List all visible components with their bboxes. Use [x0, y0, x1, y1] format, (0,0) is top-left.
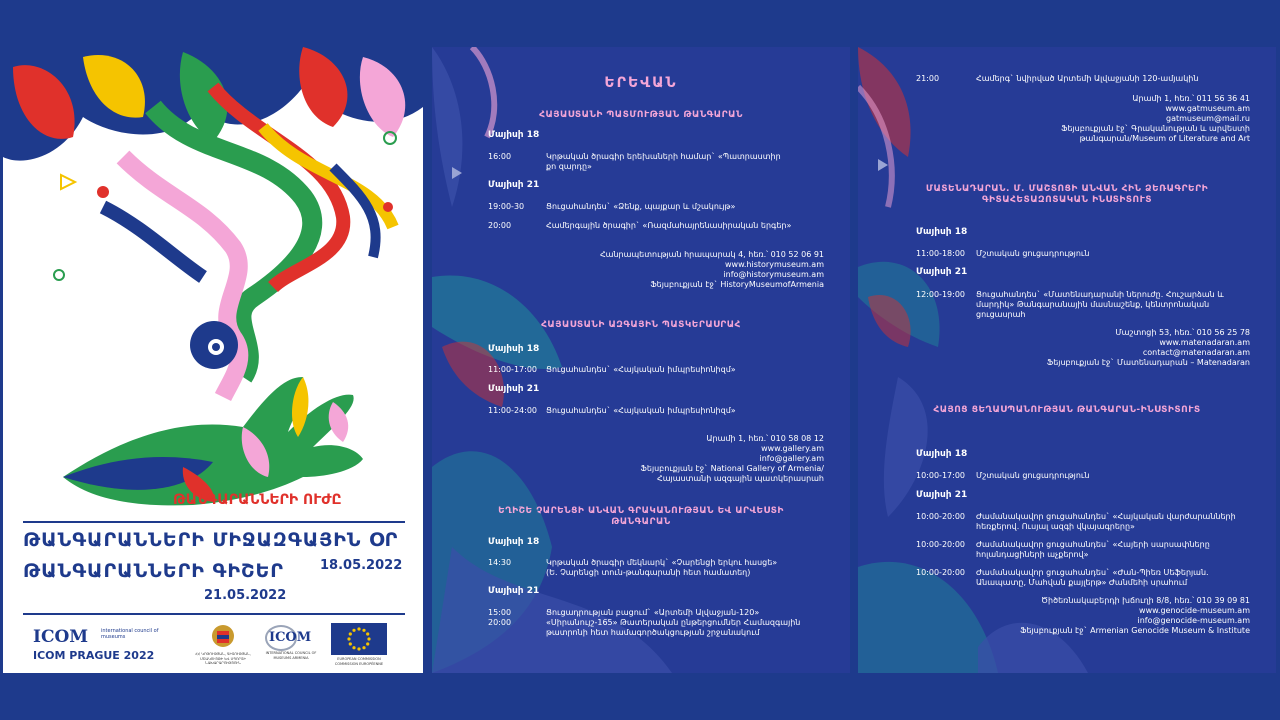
museum-email[interactable]: gatmuseum@mail.ru [1166, 114, 1250, 123]
icom-wordmark: ICOM [33, 627, 89, 647]
museum-facebook-2: Հայաստանի ազգային պատկերասրահ [657, 474, 824, 483]
event-description-line2: թատրոնի հետ համագործակցության շրջանակում [546, 628, 760, 637]
dot-shape [97, 186, 109, 198]
museum-facebook: Ֆեյսբուքյան էջ` Armenian Genocide Museum & Institute [1020, 626, 1250, 635]
event-date: Մայիսի 21 [488, 180, 540, 190]
event-description: Համերգ` նվիրված Արտեմի Ալվաջյանի 120-ամյակին [976, 74, 1199, 83]
event-date: Մայիսի 18 [916, 227, 968, 237]
poster-panel [3, 47, 423, 673]
event-time: 15:00 [488, 608, 512, 617]
museum-website[interactable]: www.genocide-museum.am [1139, 606, 1250, 615]
museum-website[interactable]: www.gatmuseum.am [1165, 104, 1250, 113]
event-time: 12:00-19:00 [916, 290, 965, 299]
orb-pupil-shape [212, 343, 220, 351]
poster-title-day: ԹԱՆԳԱՐԱՆՆԵՐԻ ՄԻՋԱԶԳԱՅԻՆ ՕՐ [23, 529, 399, 551]
event-time: 11:00-18:00 [916, 249, 965, 258]
event-time: 14:30 [488, 558, 512, 567]
event-description: Ցուցահանդես` «Ձենք, պայքար և մշակույթ» [546, 202, 736, 211]
icom-armenia-wordmark: ICOM [269, 630, 312, 645]
event-description: Ցուցահանդես` «Մատենադարանի ներուժը. Հուշարձան և [976, 290, 1224, 299]
icom-prague-logo [33, 627, 168, 667]
poster-slogan: ԹԱՆԳԱՐԱՆՆԵՐԻ ՈՒԺԸ [173, 492, 342, 508]
event-time: 11:00-17:00 [488, 365, 537, 374]
museum-name: ՀԱՅԱՍՏԱՆԻ ՊԱՏՄՈՒԹՅԱՆ ԹԱՆԳԱՐԱՆ [539, 110, 743, 120]
icom-armenia-logo [261, 623, 321, 667]
event-date: Մայիսի 18 [488, 537, 540, 547]
ministry-caption: ՀՀ ԿՐԹՈՒԹՅԱՆ, ԳԻՏՈՒԹՅԱՆ, ՄՇԱԿՈՒՅԹԻ ԵՎ ՍՊՈՐՏԻ ՆԱԽԱՐԱՐՈՒԹՅՈՒՆ [195, 652, 251, 665]
museum-facebook: Ֆեյսբուքյան էջ` National Gallery of Armenia/ [640, 464, 824, 473]
coat-of-arms-icon [188, 623, 258, 651]
schedule-panel-yerevan-1 [432, 47, 850, 673]
museum-facebook-2: թանգարան/Museum of Literature and Art [1079, 134, 1250, 143]
event-description: Ժամանակավոր ցուցահանդես` «Հայկական վարժարանների [976, 512, 1236, 521]
museum-name: ԵՂԻՇԵ ՉԱՐԵՆՑԻ ԱՆՎԱՆ ԳՐԱԿԱՆՈՒԹՅԱՆ ԵՎ ԱՐՎԵՍՏԻ [498, 506, 784, 516]
schedule-panel-yerevan-2 [858, 47, 1276, 673]
event-description: «Սիրանույշ-165» Թատերական ընթերցումներ Համազգային [546, 618, 801, 627]
title-rule-bottom [23, 613, 405, 615]
museum-website[interactable]: www.historymuseum.am [724, 260, 824, 269]
museum-website[interactable]: www.matenadaran.am [1159, 338, 1250, 347]
event-description: Ժամանակավոր ցուցահանդես` «Հայերի սարսափները [976, 540, 1210, 549]
museum-name: ՀԱՅՈՑ ՑԵՂԱՍՊԱՆՈՒԹՅԱՆ ԹԱՆԳԱՐԱՆ-ԻՆՍՏԻՏՈՒՏ [933, 405, 1201, 415]
poster-date-day: 18.05.2022 [320, 558, 403, 573]
icom-prague-text: ICOM PRAGUE 2022 [33, 649, 155, 662]
event-description: Ցուցահանդես` «Հայկական իմպրեսիոնիզմ» [546, 365, 736, 374]
museum-address: Արամի 1, հեռ.՝ 011 56 36 41 [1132, 94, 1250, 103]
title-rule-top [23, 521, 405, 523]
city-heading: ԵՐԵՎԱՆ [604, 75, 678, 91]
museum-email[interactable]: info@historymuseum.am [723, 270, 824, 279]
event-time: 20:00 [488, 221, 512, 230]
event-description-line2: հեռքերով. Ուսյալ ազգի վկայագրերը» [976, 522, 1135, 531]
event-description-line3: ցուցասրահ [976, 310, 1026, 319]
museum-email[interactable]: info@genocide-museum.am [1137, 616, 1250, 625]
museum-email[interactable]: info@gallery.am [759, 454, 824, 463]
event-description: Համերգային ծրագիր` «Ռազմահայրենասիրական երգեր» [546, 221, 792, 230]
event-time: 10:00-20:00 [916, 540, 965, 549]
eu-caption: EUROPEAN COMMISSION COMMISSION EUROPÉENNE [334, 657, 384, 666]
ribbon-shape [103, 207, 203, 277]
event-date: Մայիսի 18 [488, 130, 540, 140]
event-date: Մայիսի 18 [916, 449, 968, 459]
event-time: 11:00-24:00 [488, 406, 537, 415]
event-description: Կրթական ծրագիր մեկնարկ` «Չարենցի երկու հասցե» [546, 558, 778, 567]
event-date: Մայիսի 18 [488, 344, 540, 354]
icom-subtitle: international council of museums [101, 628, 159, 640]
museum-name-line2: ԹԱՆԳԱՐԱՆ [611, 517, 671, 527]
museum-name: ՄԱՏԵՆԱԴԱՐԱՆ. Մ. ՄԱՇՏՈՑԻ ԱՆՎԱՆ ՀԻՆ ՁԵՌԱԳՐԵՐԻ [925, 184, 1209, 194]
event-time: 16:00 [488, 152, 512, 161]
poster-date-night: 21.05.2022 [204, 588, 287, 603]
museum-name: ՀԱՅԱՍՏԱՆԻ ԱԶԳԱՅԻՆ ՊԱՏԿԵՐԱՍՐԱՀ [541, 320, 741, 330]
event-date: Մայիսի 21 [916, 267, 968, 277]
event-time: 20:00 [488, 618, 512, 627]
museum-address: Ծիծեռնակաբերդի խճուղի 8/8, հեռ.՝ 010 39 09 81 [1041, 596, 1250, 605]
museum-facebook: Ֆեյսբուքյան էջ` HistoryMuseumofArmenia [650, 280, 824, 289]
event-date: Մայիսի 21 [488, 586, 540, 596]
museum-website[interactable]: www.gallery.am [761, 444, 824, 453]
museum-address: Արամի 1, հեռ.՝ 010 58 08 12 [706, 434, 824, 443]
event-description-line2: Անապատը, Մահվան քայլերթ» Ժանմեհի սրահում [976, 578, 1188, 587]
museum-address: Հանրապետության հրապարակ 4, հեռ.՝ 010 52 06 91 [599, 250, 824, 259]
ministry-logo [188, 623, 258, 667]
event-description: Ցուցադրության բացում` «Արտեմի Ալվաջյան-120» [546, 608, 760, 617]
event-time: 10:00-20:00 [916, 512, 965, 521]
event-time: 21:00 [916, 74, 940, 83]
icom-armenia-caption: INTERNATIONAL COUNCIL OF MUSEUMS ARMENIA [265, 651, 317, 660]
eu-logo [331, 623, 387, 667]
eu-flag-icon [331, 623, 387, 655]
museum-name-line2: ԳԻՏԱՀԵՏԱԶՈՏԱԿԱՆ ԻՆՍՏԻՏՈՒՏ [981, 195, 1153, 205]
event-description-line2: հոլանդացիների աչքերով» [976, 550, 1089, 559]
museum-email[interactable]: contact@matenadaran.am [1142, 348, 1250, 357]
event-description: Մշտական ցուցադրություն [976, 471, 1090, 480]
event-time: 10:00-20:00 [916, 568, 965, 577]
event-time: 19:00-30 [488, 202, 525, 211]
triangle-shape [61, 175, 75, 189]
museum-address: Մաշտոցի 53, հեռ.՝ 010 56 25 78 [1115, 328, 1250, 337]
event-description: Կրթական ծրագիր երեխաների համար` «Պատրաստիր քո զարդը» [546, 152, 781, 171]
event-description: Մշտական ցուցադրություն [976, 249, 1090, 258]
event-date: Մայիսի 21 [488, 384, 540, 394]
museum-facebook: Ֆեյսբուքյան էջ` Գրականության և արվեստի [1061, 124, 1250, 133]
poster-title-night: ԹԱՆԳԱՐԱՆՆԵՐԻ ԳԻՇԵՐ [23, 560, 284, 582]
event-description-line2: (Ե. Չարենցի տուն-թանգարանի հետ համատեղ) [546, 568, 751, 577]
museum-facebook: Ֆեյսբուքյան էջ` Մատենադարան – Matenadaran [1046, 358, 1250, 367]
event-description: Ժամանակավոր ցուցահանդես` «Ժան-Պիեռ Սեֆերյան. [976, 568, 1209, 577]
event-time: 10:00-17:00 [916, 471, 965, 480]
dot-shape [383, 202, 393, 212]
event-date: Մայիսի 21 [916, 490, 968, 500]
dot-shape [54, 270, 64, 280]
event-description: Ցուցահանդես` «Հայկական իմպրեսիոնիզմ» [546, 406, 736, 415]
panel-background-art [432, 47, 850, 673]
event-description-line2: մարդիկ» Թանգարանային մասնաշենք, կենտրոնական [976, 300, 1210, 309]
